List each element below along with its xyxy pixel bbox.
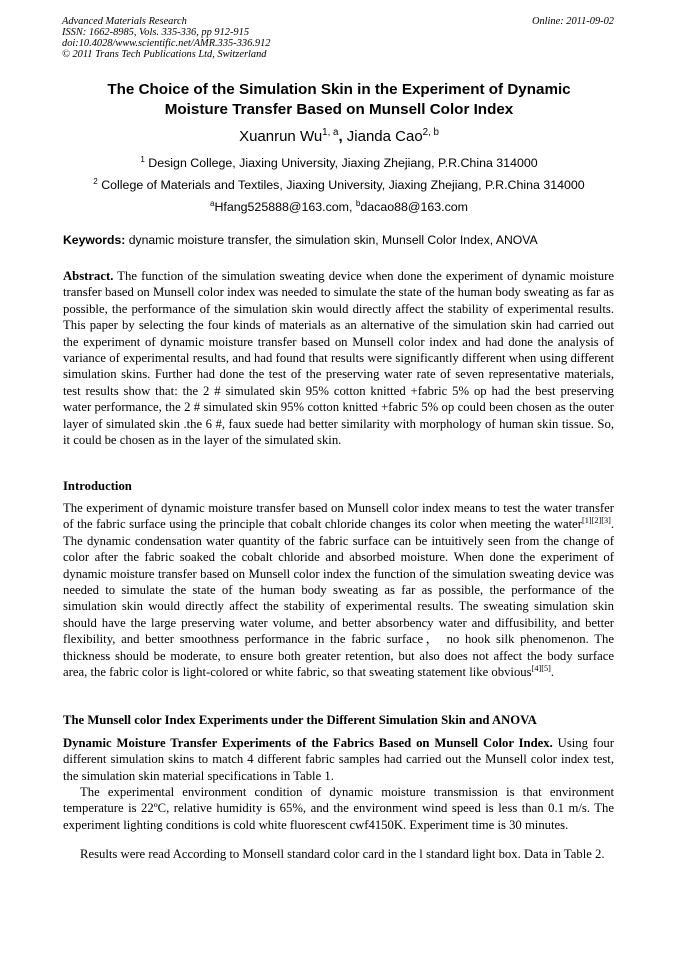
copyright-line: © 2011 Trans Tech Publications Ltd, Switzerland — [62, 49, 267, 60]
author-separator: , — [338, 128, 347, 145]
abstract-text: The function of the simulation sweating device when done the experiment of dynamic moisture transfer based on Munsell color index was needed to simulate the state of the human body sweating as far as possible, the performance of the simulation skin would directly affect the stability of experimental results. This paper by selecting the four kinds of materials as an alternative of the simulation skin had carried out the experiment of dynamic moisture transfer based on Munsell color index and had done the analysis of variance of experimental results, and had found that results were significantly different when using different simulation skins. Further had done the test of the preserving water rate of seven representative materials, test results show that: the 2 # simulated skin 95% cotton knitted +fabric 5% op had the best preserving water performance, the 2 # simulated skin 95% cotton knitted +fabric 5% op could been chosen as the outer layer of simulated skin .the 6 #, faux suede had better similarity with morphology of human skin tissue. So, it could be chosen as in the layer of the simulated skin. — [63, 269, 614, 448]
subsection-text: Using four different simulation skins to match 4 different fabric samples had carried out the Munsell color index test, the simulation skin material specifications in Table 1. — [63, 736, 614, 783]
section-2-paragraph-3: Results were read According to Monsell standard color card in the l standard light box. Data in Table 2. — [80, 847, 605, 861]
doi-line: doi:10.4028/www.scientific.net/AMR.335-336.912 — [62, 38, 271, 49]
author-1: Xuanrun Wu — [239, 128, 323, 145]
subsection-label: Dynamic Moisture Transfer Experiments of the Fabrics Based on Munsell Color Index. — [63, 736, 553, 750]
email-b-marker: b — [355, 198, 361, 208]
abstract — [63, 268, 614, 448]
issn-line: ISSN: 1662-8985, Vols. 335-336, pp 912-915 — [62, 27, 250, 38]
section-2-heading: The Munsell color Index Experiments under the Different Simulation Skin and ANOVA — [63, 713, 537, 727]
intro-ref-1: [1][2][3] — [581, 516, 611, 526]
section-2-paragraph-2: The experimental environment condition of dynamic moisture transmission is that environment temperature is 22ºC, relative humidity is 65%, and the environment wind speed is less than 0.1 m/s. The experiment lighting conditions is cold white fluorescent cwf4150K. Experiment time is 30 minutes. — [63, 785, 614, 832]
paper-title-line-2: Moisture Transfer Based on Munsell Color Index — [164, 101, 514, 118]
intro-text-end: . — [550, 665, 555, 680]
email-b: dacao88@163.com — [360, 200, 469, 214]
introduction-heading: Introduction — [63, 479, 132, 493]
introduction-paragraph — [63, 500, 614, 680]
email-line — [0, 200, 678, 214]
affiliation-2 — [0, 178, 678, 192]
affiliation-1-number: 1 — [140, 154, 145, 164]
intro-text-2: . The dynamic condensation water quantity of the fabric surface can be intuitively seen from the change of color after the fabric soaked the cobalt chloride and absorbed moisture. When done the experiment of dynamic moisture transfer based on Munsell color index the function of the simulation sweating device was needed to simulate the state of the human body sweating as far as possible, the performance of the simulation skin would directly affect the stability of experimental results. The sweating simulation skin should have the large preserving water volume, and better absorbency water and diffusibility, and better flexibility, and better smoothness performance in the fabric surface， no hook silk phenomenon. The thickness should be moderate, to ensure both greater retention, but also does not affect the body surface area, the fabric color is light-colored or white fabric, so that sweating statement like obvious — [63, 517, 614, 680]
intro-ref-2: [4][5] — [531, 663, 551, 673]
email-a-marker: a — [209, 198, 215, 208]
abstract-label: Abstract. — [63, 269, 114, 283]
affiliation-1 — [0, 156, 678, 170]
email-a: Hfang525888@163.com, — [214, 200, 356, 214]
online-date: Online: 2011-09-02 — [531, 16, 614, 27]
author-1-affiliation: 1, a — [322, 127, 339, 138]
author-2-affiliation: 2, b — [422, 127, 439, 138]
paper-title-line-1: The Choice of the Simulation Skin in the Experiment of Dynamic — [107, 81, 571, 98]
section-2-paragraph-1 — [63, 735, 614, 784]
keywords-label: Keywords: — [63, 233, 126, 247]
keywords — [63, 233, 623, 247]
intro-text-1: The experiment of dynamic moisture transfer based on Munsell color index means to test the water transfer of the fabric surface using the principle that cobalt chloride changes its color when meeting the water — [63, 501, 614, 532]
journal-name: Advanced Materials Research — [62, 16, 187, 27]
affiliation-2-text: College of Materials and Textiles, Jiaxing University, Jiaxing Zhejiang, P.R.China 314000 — [97, 178, 585, 192]
author-2: Jianda Cao — [346, 128, 423, 145]
author-line — [0, 128, 678, 145]
affiliation-1-text: Design College, Jiaxing University, Jiaxing Zhejiang, P.R.China 314000 — [144, 156, 538, 170]
affiliation-2-number: 2 — [93, 176, 98, 186]
keywords-text: dynamic moisture transfer, the simulation skin, Munsell Color Index, ANOVA — [125, 233, 538, 247]
